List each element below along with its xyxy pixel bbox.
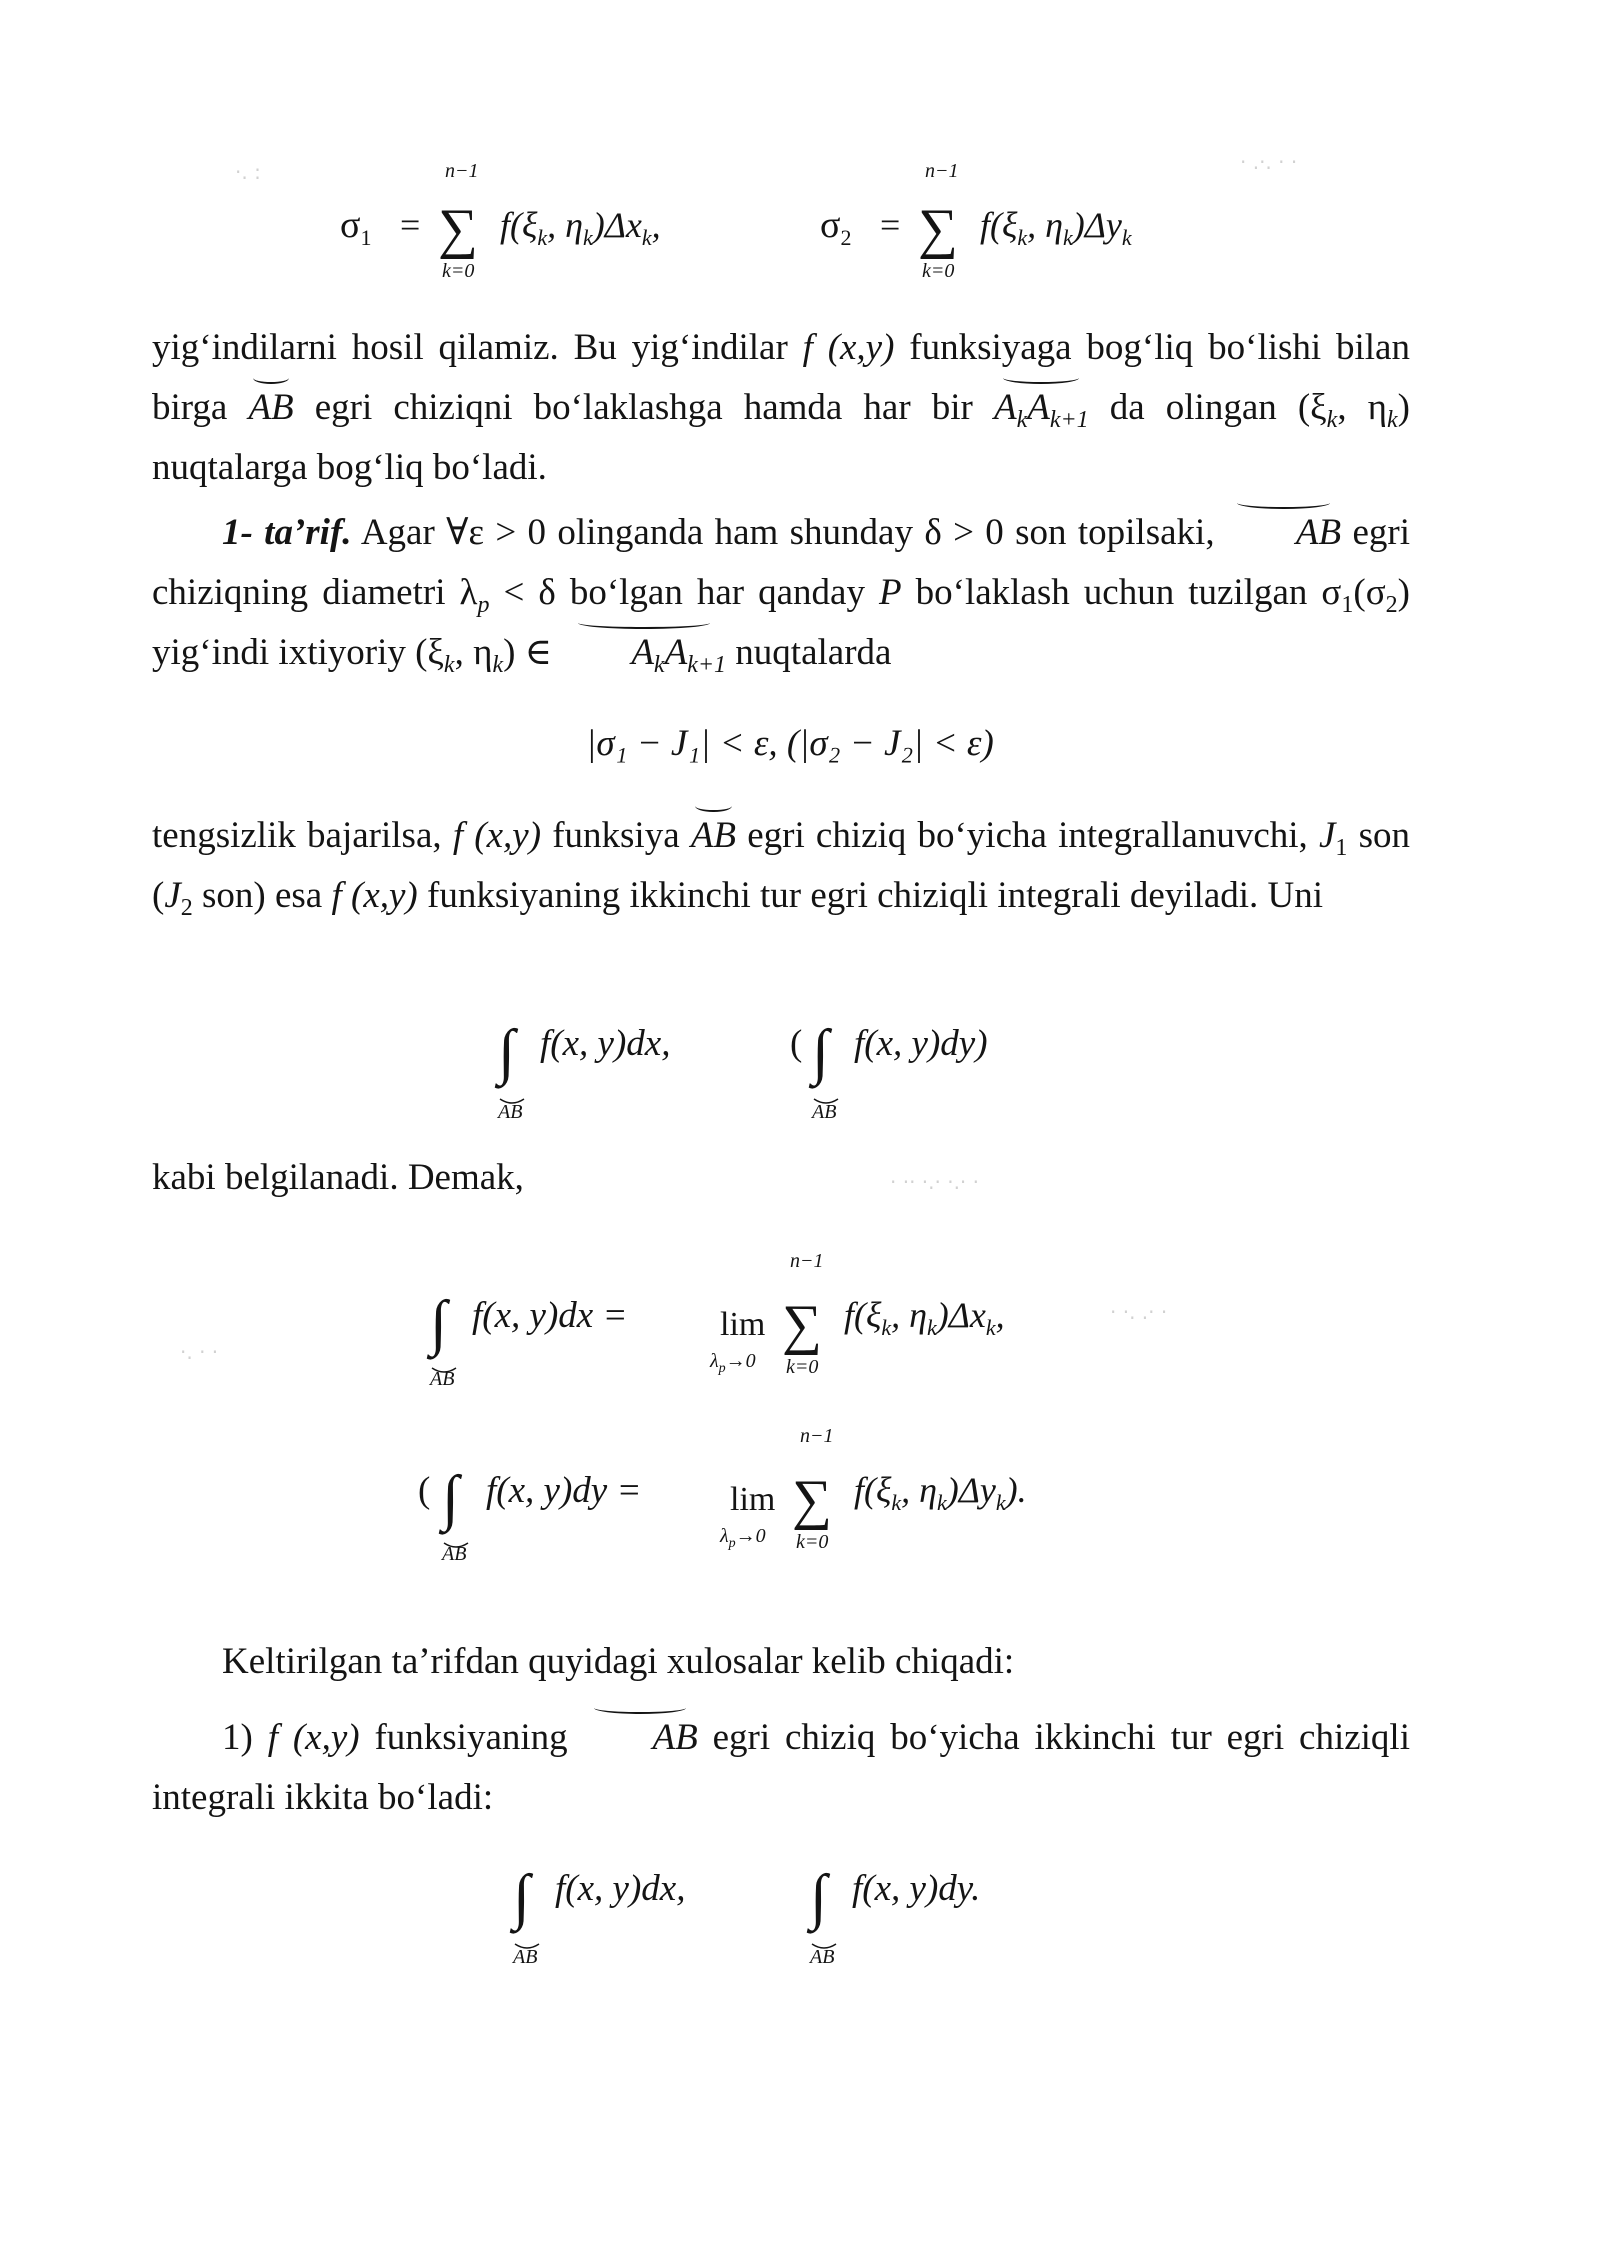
svg-text:∑: ∑ — [918, 198, 958, 260]
svg-text:lim: lim — [720, 1306, 766, 1343]
svg-text:f(x, y)dx =: f(x, y)dx = — [472, 1295, 628, 1336]
svg-text:f(x, y)dy): f(x, y)dy) — [854, 1023, 988, 1064]
arc-ab: AB — [1226, 503, 1341, 563]
svg-text:k=0: k=0 — [442, 260, 475, 282]
arc-ab: AB — [248, 378, 293, 438]
svg-text:k=0: k=0 — [796, 1531, 829, 1553]
svg-text:λp→0: $\lambda_p\to 0$ — [720, 1525, 766, 1551]
paragraph-sums-description: yig‘indilarni hosil qilamiz. Bu yig‘indilar f (x,y) funksiyaga bog‘liq bo‘lishi bilan birga AB egri chiziqni bo‘laklashga hamda har bir $A_kA_{k+1}$ da olingan ($\xi_k$, $\eta_k$) nuqtalarga bog‘liq bo‘ladi. — [152, 327, 1410, 488]
svg-text:(: ( — [790, 1023, 803, 1064]
scan-noise: · ·· ·.· ·.· · — [890, 1170, 980, 1194]
definition-label: 1- ta’rif. — [222, 512, 352, 553]
svg-text:σ1: $\sigma_1$ — [340, 204, 372, 250]
svg-text:f(ξk, ηk)Δxk,: $f(\xi_k$, $\eta_k)\Delta x_k$, — [844, 1295, 1005, 1340]
svg-text:k=0: k=0 — [786, 1356, 819, 1378]
svg-text:∫: ∫ — [812, 1018, 829, 1086]
svg-text:f(x, y)dx,: f(x, y)dx, — [540, 1023, 671, 1064]
svg-text:n−1: n−1 — [445, 160, 479, 182]
svg-text:f(ξk, ηk)Δyk: $f(\xi_k$, $\eta_k)\Delta y_k$ — [980, 205, 1132, 250]
svg-text:∑: ∑ — [438, 198, 478, 260]
definition-equation-dy — [418, 1420, 1198, 1570]
scan-noise: ·. : — [235, 160, 261, 184]
svg-text:AB: AB — [812, 1101, 837, 1123]
svg-text:f(x, y)dy.: f(x, y)dy. — [852, 1868, 981, 1909]
svg-text:k=0: k=0 — [922, 260, 955, 282]
svg-text:∫: ∫ — [498, 1018, 515, 1086]
svg-text:AB: AB — [513, 1946, 538, 1968]
svg-text:∫: ∫ — [513, 1863, 530, 1931]
svg-text:AB: AB — [442, 1543, 467, 1565]
svg-text:f(ξk, ηk)Δyk).: $f(\xi_k$, $\eta_k)\Delta y_k$). — [854, 1470, 1027, 1515]
arc-akak1: $A_kA_{k+1}$ — [994, 378, 1089, 438]
svg-text:∑: ∑ — [782, 1294, 822, 1356]
svg-text:n−1: n−1 — [800, 1425, 834, 1447]
svg-text:f(ξk, ηk)Δxk,: $f(\xi_k$, $\eta_k)\Delta x_k$, — [500, 205, 661, 250]
arc-akak1: $A_kA_{k+1}$ — [561, 623, 726, 683]
svg-text:∫: ∫ — [810, 1863, 827, 1931]
paragraph-conclusions: Keltirilgan ta’rifdan quyidagi xulosalar kelib chiqadi: — [222, 1641, 1015, 1682]
svg-text:n−1: n−1 — [925, 160, 959, 182]
svg-text:=: = — [880, 205, 901, 245]
svg-text:AB: AB — [810, 1946, 835, 1968]
svg-text:AB: AB — [498, 1101, 523, 1123]
sigma-sums-formula — [330, 155, 1290, 295]
svg-text:f(x, y)dx,: f(x, y)dx, — [555, 1868, 686, 1909]
arc-ab: AB — [691, 806, 736, 866]
final-integrals-formula — [505, 1845, 1105, 1975]
arc-ab: AB — [583, 1708, 698, 1768]
scan-noise: ·. · · — [180, 1340, 219, 1364]
svg-text:=: = — [400, 205, 421, 245]
svg-text:∫: ∫ — [442, 1464, 459, 1532]
integral-notation-formula — [490, 1000, 1110, 1130]
svg-text:lim: lim — [730, 1481, 776, 1518]
scan-noise: · ·. .· · — [1110, 1300, 1168, 1324]
paragraph-integrability: tengsizlik bajarilsa, f (x,y) funksiya AB egri chiziq bo‘yicha integrallanuvchi, $J_1$ son ($J_2$ son) esa f (x,y) funksiyaning ikkinchi tur egri chiziqli integrali deyiladi. Uni — [152, 806, 1410, 926]
paragraph-demak: kabi belgilanadi. Demak, — [152, 1157, 524, 1198]
svg-text:λp→0: $\lambda_p\to 0$ — [710, 1350, 756, 1376]
svg-text:AB: AB — [430, 1368, 455, 1390]
definition-equation-dx — [420, 1245, 1180, 1395]
svg-text:∑: ∑ — [792, 1469, 832, 1531]
paragraph-definition: 1- ta’rif. Agar ∀ε > 0 olinganda ham shunday δ > 0 son topilsaki, AB egri chiziqning diametri $\lambda_p < \delta$ bo‘lgan har qanday P bo‘laklash uchun tuzilgan $\sigma_1(\sigma_2)$ yig‘indi ixtiyoriy ($\xi_k$, $\eta_k$) ∈ $A_kA_{k+1}$ nuqtalarda — [152, 503, 1410, 683]
svg-text:σ2: $\sigma_2$ — [820, 204, 852, 250]
svg-text:n−1: n−1 — [790, 1250, 824, 1272]
inequality-formula: |σ₁ − J₁| < ε, (|σ₂ − J₂| < ε) — [586, 723, 994, 764]
paragraph-conclusion-1: 1) f (x,y) funksiyaning AB egri chiziq bo‘yicha ikkinchi tur egri chiziqli integrali ikkita bo‘ladi: — [152, 1708, 1410, 1828]
svg-text:f(x, y)dy =: f(x, y)dy = — [486, 1470, 642, 1511]
svg-text:∫: ∫ — [430, 1289, 447, 1357]
scan-noise: · .·. · · — [1240, 150, 1298, 174]
svg-text:(: ( — [418, 1470, 431, 1511]
